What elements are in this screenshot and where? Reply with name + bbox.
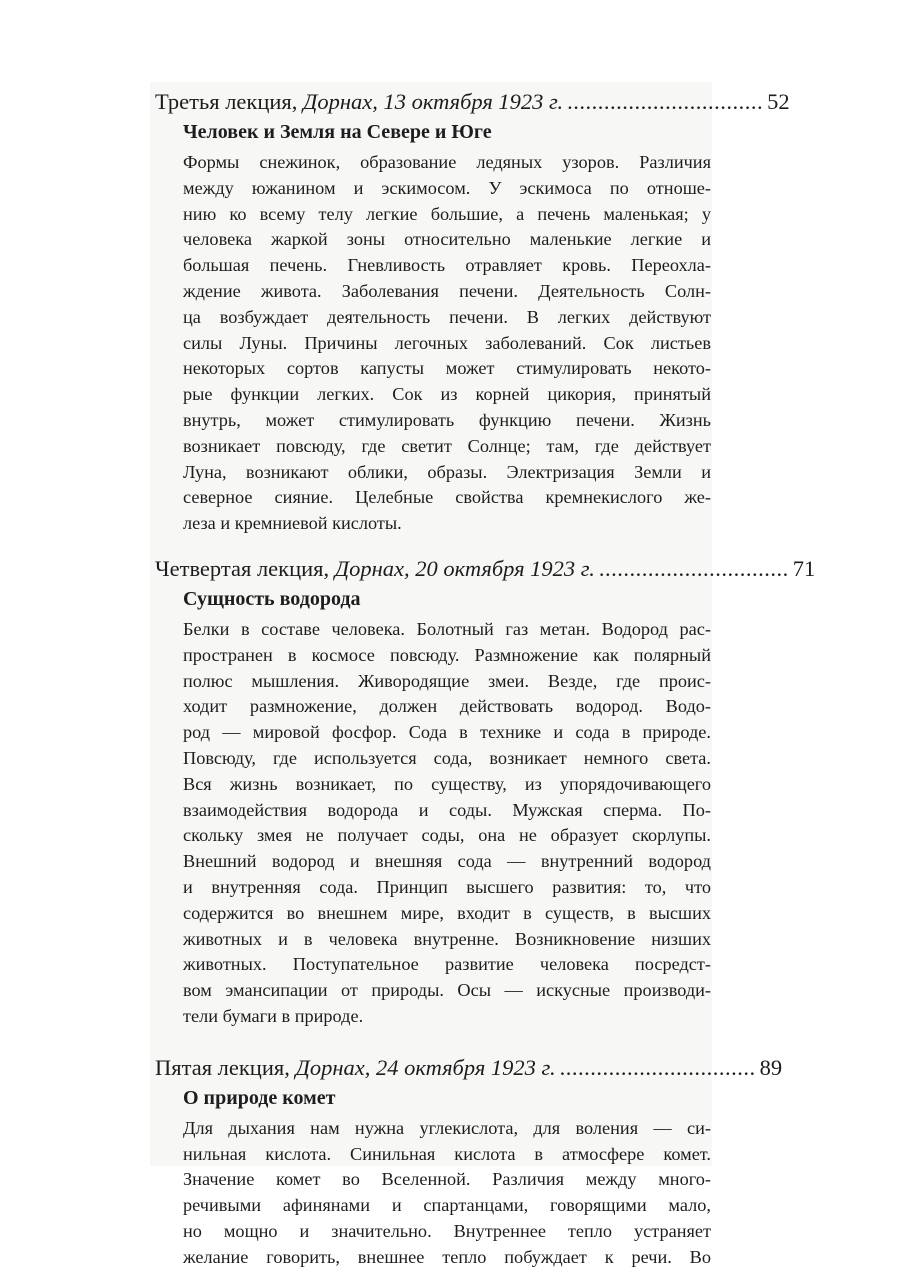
summary-line: Значение комет во Вселенной. Различия между много- [183,1169,711,1190]
lecture-place-date: Дорнах, 24 октября 1923 г. [295,1054,556,1080]
lecture-ordinal: Четвертая лекция, [155,555,330,581]
summary-line: некоторых сортов капусты может стимулировать некото- [183,358,711,379]
summary-line: между южанином и эскимосом. У эскимоса по отноше- [183,177,711,198]
summary-line: нию ко всему телу легкие большие, а печень маленькая; у [183,203,711,224]
page-number: 71 [792,555,816,581]
leader-dots: ............................... [598,555,789,581]
summary-line: скольку змея не получает соды, она не образует скорлупы. [183,825,711,846]
lecture-entry-4 [155,555,816,1030]
summary-line: взаимодействия водорода и соды. Мужская сперма. По- [183,799,711,820]
leader-dots: ................................ [559,1054,756,1080]
table-of-contents [155,88,816,1270]
lecture-ordinal: Пятая лекция, [155,1054,290,1080]
summary-line: леза и кремниевой кислоты. [183,513,402,534]
lecture-summary [183,1116,711,1270]
summary-line: Вся жизнь возникает, по существу, из упорядочивающего [183,773,711,794]
summary-line: тели бумаги в природе. [183,1005,364,1026]
lecture-summary [183,150,711,537]
summary-line: Повсюду, где используется сода, возникает немного света. [183,747,711,768]
lecture-ordinal: Третья лекция, [155,89,298,114]
summary-line: но мощно и значительно. Внутреннее тепло устраняет [183,1220,711,1241]
summary-line: желание говорить, внешнее тепло побуждает к речи. Во [183,1246,711,1267]
summary-line: содержится во внешнем мире, входит в существ, в высших [183,902,711,923]
summary-line: пространен в космосе повсюду. Размножение как полярный [183,644,711,665]
page-number: 89 [759,1054,783,1080]
lecture-heading [155,555,816,583]
lecture-place-date: Дорнах, 13 октября 1923 г. [303,89,564,114]
summary-line: нильная кислота. Синильная кислота в атмосфере комет. [183,1143,711,1164]
summary-line: вом эмансипации от природы. Осы — искусные производи- [183,980,711,1001]
page-number: 52 [767,89,790,114]
summary-line: человека жаркой зоны относительно маленькие легкие и [183,229,711,250]
summary-line: животных и в человека внутренне. Возникновение низших [183,928,711,949]
lecture-title: О природе комет [183,1086,336,1109]
summary-line: ца возбуждает деятельность печени. В легких действуют [183,306,711,327]
summary-line: северное сияние. Целебные свойства кремнекислого же- [183,487,711,508]
summary-line: большая печень. Гневливость отравляет кровь. Переохла- [183,255,711,276]
summary-line: Луна, возникают облики, образы. Электризация Земли и [183,461,711,482]
summary-line: Для дыхания нам нужна углекислота, для воления — си- [183,1117,711,1138]
lecture-heading [155,1054,783,1082]
summary-line: Белки в составе человека. Болотный газ метан. Водород рас- [183,618,711,639]
summary-line: род — мировой фосфор. Сода в технике и сода в природе. [183,722,711,743]
spacer [155,537,711,555]
summary-line: Внешний водород и внешняя сода — внутренний водород [183,851,711,872]
summary-line: ждение живота. Заболевания печени. Деятельность Солн- [183,280,711,301]
summary-line: силы Луны. Причины легочных заболеваний. Сок листьев [183,332,711,353]
lecture-title: Сущность водорода [183,587,361,610]
lecture-heading [155,88,790,116]
summary-line: полюс мышления. Живородящие змеи. Везде, где проис- [183,670,711,691]
summary-line: ходит размножение, должен действовать водород. Водо- [183,696,711,717]
lecture-entry-5 [155,1054,783,1270]
summary-line: рые функции легких. Сок из корней цикория, принятый [183,384,711,405]
summary-line: возникает повсюду, где светит Солнце; там, где действует [183,435,711,456]
lecture-place-date: Дорнах, 20 октября 1923 г. [334,555,595,581]
summary-line: внутрь, может стимулировать функцию печени. Жизнь [183,409,711,430]
leader-dots: ................................ [567,89,764,114]
summary-line: Формы снежинок, образование ледяных узоров. Различия [183,152,711,172]
book-page [150,82,816,1267]
lecture-title: Человек и Земля на Севере и Юге [183,121,492,143]
lecture-entry-3 [155,88,790,537]
lecture-summary [183,617,711,1030]
summary-line: животных. Поступательное развитие человека посредст- [183,954,711,975]
spacer [155,1030,711,1054]
summary-line: и внутренняя сода. Принцип высшего развития: то, что [183,876,711,897]
summary-line: речивыми афинянами и спартанцами, говорящими мало, [183,1195,711,1216]
